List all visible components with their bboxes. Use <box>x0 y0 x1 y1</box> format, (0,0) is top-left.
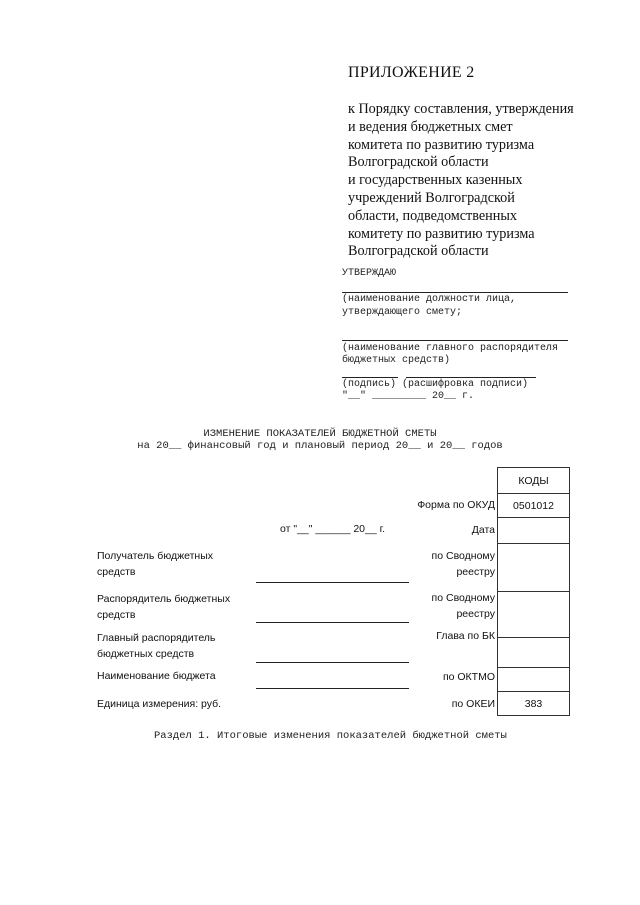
okud-label: Форма по ОКУД <box>417 499 495 511</box>
bk-chapter-code <box>498 638 569 668</box>
approval-manager-line <box>342 340 568 341</box>
codes-table <box>497 467 570 716</box>
recipient-fill-line <box>256 582 409 583</box>
appendix-line: Волгоградской области <box>348 154 489 171</box>
section-title: Раздел 1. Итоговые изменения показателей бюджетной сметы <box>154 730 507 742</box>
appendix-text <box>348 101 598 261</box>
budget-label: Наименование бюджета <box>97 670 216 682</box>
unit-label: Единица измерения: руб. <box>97 698 222 710</box>
bk-chapter-label: Глава по БК <box>436 630 495 642</box>
approval-manager-caption: бюджетных средств) <box>342 355 451 366</box>
recipient-label-line: Получатель бюджетных <box>97 550 214 562</box>
recipient-label <box>97 548 213 580</box>
date-label: Дата <box>471 524 495 536</box>
recipient-registry-label <box>360 548 495 580</box>
form-date-line: от "__" ______ 20__ г. <box>280 523 386 535</box>
budget-fill-line <box>256 688 409 689</box>
registry-label-line: реестру <box>456 566 495 578</box>
chief-manager-label-line: бюджетных средств <box>97 648 195 660</box>
manager-registry-code <box>498 592 569 638</box>
manager-fill-line <box>256 622 409 623</box>
recipient-registry-code <box>498 544 569 592</box>
document-title: ИЗМЕНЕНИЕ ПОКАЗАТЕЛЕЙ БЮДЖЕТНОЙ СМЕТЫ <box>203 428 437 440</box>
appendix-line: области, подведомственных <box>348 207 517 224</box>
appendix-line: к Порядку составления, утверждения <box>348 101 574 117</box>
registry-label-line: по Сводному <box>431 550 495 562</box>
registry-label-line: реестру <box>456 608 495 620</box>
manager-label <box>97 591 230 623</box>
appendix-title: ПРИЛОЖЕНИЕ 2 <box>348 64 475 81</box>
appendix-line: комитета по развитию туризма <box>348 136 535 153</box>
recipient-label-line: средств <box>97 566 136 578</box>
approval-position-caption: (наименование должности лица, <box>342 294 517 305</box>
appendix-line: комитету по развитию туризма <box>348 225 535 242</box>
appendix-line: и ведения бюджетных смет <box>348 118 513 135</box>
approval-label: УТВЕРЖДАЮ <box>342 268 397 279</box>
chief-manager-fill-line <box>256 662 409 663</box>
manager-label-line: Распорядитель бюджетных <box>97 593 231 605</box>
okei-label: по ОКЕИ <box>451 698 495 710</box>
manager-label-line: средств <box>97 609 136 621</box>
approval-position-line <box>342 292 568 293</box>
registry-label-line: по Сводному <box>431 592 495 604</box>
signature-line <box>342 377 398 378</box>
signature-decode-line <box>406 377 536 378</box>
appendix-line: Волгоградской области <box>348 243 489 260</box>
oktmo-label: по ОКТМО <box>442 671 495 683</box>
document-subtitle: на 20__ финансовый год и плановый период 20__ и 20__ годов <box>137 440 503 452</box>
chief-manager-label-line: Главный распорядитель <box>97 632 216 644</box>
manager-registry-label <box>360 590 495 622</box>
appendix-line: и государственных казенных <box>348 172 523 189</box>
approval-date: "__" _________ 20__ г. <box>342 391 475 402</box>
appendix-line: учреждений Волгоградской <box>348 189 515 206</box>
approval-position-caption: утверждающего смету; <box>342 307 463 318</box>
codes-header: КОДЫ <box>498 468 569 494</box>
approval-manager-caption: (наименование главного распорядителя <box>342 343 559 354</box>
date-code <box>498 518 569 544</box>
okud-code: 0501012 <box>498 494 569 518</box>
chief-manager-label <box>97 630 215 662</box>
okei-code: 383 <box>524 697 543 710</box>
signature-caption: (подпись) (расшифровка подписи) <box>342 379 529 390</box>
oktmo-code <box>498 668 569 692</box>
